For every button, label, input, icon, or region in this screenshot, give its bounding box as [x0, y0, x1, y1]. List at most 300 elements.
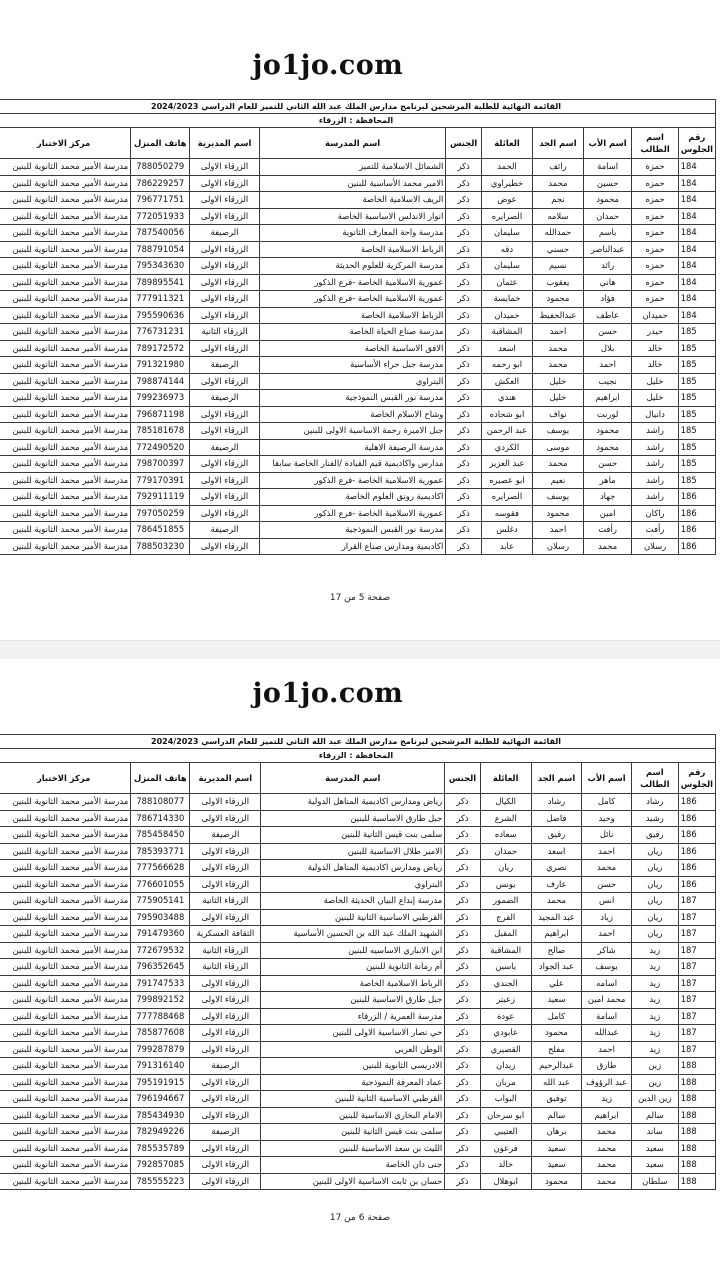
- family-name-cell: الحمد: [481, 159, 532, 176]
- grandfather-name-cell: فاضل: [531, 810, 582, 827]
- grandfather-name-cell: مفلح: [531, 1041, 582, 1058]
- directorate-cell: الزرقاء الاولى: [190, 274, 260, 291]
- table-row: [0, 192, 716, 209]
- seat-number-cell: 188: [678, 1074, 715, 1091]
- gender-cell: ذكر: [446, 159, 482, 176]
- directorate-cell: الزرقاء الاولى: [190, 175, 260, 192]
- home-phone-cell: 785535789: [131, 1140, 190, 1157]
- father-name-cell: يوسف: [582, 959, 632, 976]
- student-name-cell: ريان: [631, 909, 678, 926]
- family-name-cell: عودة: [480, 1008, 531, 1025]
- grandfather-name-cell: محمد: [533, 357, 584, 374]
- directorate-cell: الزرقاء الاولى: [190, 208, 260, 225]
- student-name-cell: رأفت: [632, 522, 678, 539]
- seat-number-cell: 186: [678, 860, 715, 877]
- gender-cell: ذكر: [445, 959, 481, 976]
- home-phone-cell: 789172572: [131, 340, 190, 357]
- table-row: [0, 175, 716, 192]
- table-row: [0, 241, 716, 258]
- grandfather-name-cell: رائف: [533, 159, 584, 176]
- family-name-cell: اسعد: [481, 340, 532, 357]
- family-name-cell: خمايسة: [481, 291, 532, 308]
- test-center-cell: مدرسة الأمير محمد الثانوية للبنين: [0, 357, 131, 374]
- father-name-cell: انس: [582, 893, 632, 910]
- father-name-cell: احمد: [583, 357, 632, 374]
- home-phone-cell: 777788468: [131, 1008, 190, 1025]
- directorate-cell: الزرقاء الاولى: [190, 423, 260, 440]
- test-center-cell: مدرسة الأمير محمد الثانوية للبنين: [0, 225, 131, 242]
- grandfather-name-cell: محمود: [531, 1173, 582, 1190]
- table-row: [0, 1173, 716, 1190]
- directorate-cell: الثقافة العسكرية: [190, 926, 261, 943]
- student-name-cell: حيدر: [632, 324, 678, 341]
- school-cell: عمورية الاسلامية الخاصة -فرع الذكور: [259, 291, 446, 308]
- table-row: [0, 373, 716, 390]
- school-cell: عماد المعرفة النموذجية: [261, 1074, 445, 1091]
- father-name-cell: باسم: [583, 225, 632, 242]
- grandfather-name-cell: اسعد: [531, 843, 582, 860]
- student-name-cell: حمزه: [632, 241, 678, 258]
- table-row: [0, 258, 716, 275]
- student-name-cell: حميدان: [632, 307, 678, 324]
- home-phone-cell: 791479360: [131, 926, 190, 943]
- student-name-cell: حمزه: [632, 225, 678, 242]
- col-gender: الجنس: [446, 128, 482, 159]
- school-cell: أم رمانة الثانوية للبنين: [261, 959, 445, 976]
- seat-number-cell: 185: [678, 373, 715, 390]
- grandfather-name-cell: رفيق: [531, 827, 582, 844]
- student-name-cell: راشد: [632, 472, 678, 489]
- home-phone-cell: 777911321: [131, 291, 190, 308]
- family-name-cell: ابو سرحان: [480, 1107, 531, 1124]
- school-cell: مدرسة العمرية / الزرقاء: [261, 1008, 445, 1025]
- school-cell: مدرسة الرصيفة الاهلية: [259, 439, 446, 456]
- home-phone-cell: 798874144: [131, 373, 190, 390]
- test-center-cell: مدرسة الأمير محمد الثانوية للبنين: [0, 258, 131, 275]
- home-phone-cell: 786229257: [131, 175, 190, 192]
- directorate-cell: الزرقاء الاولى: [190, 291, 260, 308]
- school-cell: رياض ومدارس اكاديمية المناهل الدولية: [261, 860, 445, 877]
- family-name-cell: فرعون: [480, 1140, 531, 1157]
- home-phone-cell: 791747533: [131, 975, 190, 992]
- grandfather-name-cell: خليل: [533, 390, 584, 407]
- student-name-cell: سعيد: [631, 1140, 678, 1157]
- student-name-cell: راشد: [632, 423, 678, 440]
- father-name-cell: محمد: [582, 1157, 632, 1174]
- grandfather-name-cell: سعيد: [531, 992, 582, 1009]
- student-name-cell: ريان: [631, 860, 678, 877]
- family-name-cell: سعاده: [480, 827, 531, 844]
- table-row: [0, 794, 716, 811]
- grandfather-name-cell: نسيم: [533, 258, 584, 275]
- father-name-cell: محمد: [582, 860, 632, 877]
- gender-cell: ذكر: [446, 175, 482, 192]
- directorate-cell: الزرقاء الاولى: [190, 810, 261, 827]
- student-name-cell: حمزه: [632, 258, 678, 275]
- directorate-cell: الزرقاء الاولى: [190, 794, 261, 811]
- directorate-cell: الزرقاء الاولى: [190, 843, 261, 860]
- father-name-cell: حسين: [583, 175, 632, 192]
- test-center-cell: مدرسة الأمير محمد الثانوية للبنين: [0, 794, 131, 811]
- grandfather-name-cell: رسلان: [533, 538, 584, 555]
- student-name-cell: زين الدين: [631, 1091, 678, 1108]
- family-name-cell: سليمان: [481, 258, 532, 275]
- test-center-cell: مدرسة الأمير محمد الثانوية للبنين: [0, 291, 131, 308]
- seat-number-cell: 185: [678, 423, 715, 440]
- student-name-cell: زيد: [631, 1041, 678, 1058]
- seat-number-cell: 185: [678, 472, 715, 489]
- col-family-name: العائلة: [481, 128, 532, 159]
- grandfather-name-cell: سعيد: [531, 1157, 582, 1174]
- seat-number-cell: 187: [678, 926, 715, 943]
- col-school: اسم المدرسة: [259, 128, 446, 159]
- grandfather-name-cell: عبد الله: [531, 1074, 582, 1091]
- student-name-cell: زيد: [631, 942, 678, 959]
- seat-number-cell: 188: [678, 1157, 715, 1174]
- table-row: [0, 340, 716, 357]
- gender-cell: ذكر: [446, 208, 482, 225]
- seat-number-cell: 187: [678, 909, 715, 926]
- test-center-cell: مدرسة الأمير محمد الثانوية للبنين: [0, 192, 131, 209]
- student-name-cell: راشد: [632, 439, 678, 456]
- father-name-cell: لورنت: [583, 406, 632, 423]
- school-cell: اكاديمية رونق العلوم الخاصة: [259, 489, 446, 506]
- directorate-cell: الزرقاء الاولى: [190, 860, 261, 877]
- directorate-cell: الزرقاء الاولى: [190, 1008, 261, 1025]
- gender-cell: ذكر: [445, 1025, 481, 1042]
- seat-number-cell: 188: [678, 1107, 715, 1124]
- family-name-cell: زيدان: [480, 1058, 531, 1075]
- family-name-cell: خالد: [480, 1157, 531, 1174]
- student-name-cell: رفيق: [631, 827, 678, 844]
- test-center-cell: مدرسة الأمير محمد الثانوية للبنين: [0, 909, 131, 926]
- gender-cell: ذكر: [445, 1041, 481, 1058]
- family-name-cell: المشاقبة: [480, 942, 531, 959]
- grandfather-name-cell: رشاد: [531, 794, 582, 811]
- table-row: [0, 1058, 716, 1075]
- directorate-cell: الرصيفة: [190, 357, 260, 374]
- seat-number-cell: 184: [678, 208, 715, 225]
- col-father-name: اسم الأب: [582, 763, 632, 794]
- student-name-cell: راكان: [632, 505, 678, 522]
- family-name-cell: عابد: [481, 538, 532, 555]
- gender-cell: ذكر: [446, 538, 482, 555]
- seat-number-cell: 187: [678, 959, 715, 976]
- seat-number-cell: 184: [678, 241, 715, 258]
- table-row: [0, 522, 716, 539]
- student-name-cell: دانيال: [632, 406, 678, 423]
- seat-number-cell: 187: [678, 1025, 715, 1042]
- grandfather-name-cell: عارف: [531, 876, 582, 893]
- table-title: القائمة النهائية للطلبة المرشحين لبرنامج مدارس الملك عبد الله الثاني للتميز للعام الدراسي 2024/2023: [0, 100, 716, 114]
- school-cell: الرباط الاسلامية الخاصة: [259, 307, 446, 324]
- student-name-cell: ريان: [631, 893, 678, 910]
- gender-cell: ذكر: [445, 975, 481, 992]
- test-center-cell: مدرسة الأمير محمد الثانوية للبنين: [0, 1173, 131, 1190]
- seat-number-cell: 186: [678, 827, 715, 844]
- family-name-cell: مربان: [480, 1074, 531, 1091]
- directorate-cell: الزرقاء الاولى: [190, 538, 260, 555]
- test-center-cell: مدرسة الأمير محمد الثانوية للبنين: [0, 1058, 131, 1075]
- family-name-cell: سليمان: [481, 225, 532, 242]
- table-row: [0, 324, 716, 341]
- test-center-cell: مدرسة الأمير محمد الثانوية للبنين: [0, 423, 131, 440]
- table-row: [0, 274, 716, 291]
- grandfather-name-cell: كامل: [531, 1008, 582, 1025]
- family-name-cell: عابودي: [480, 1025, 531, 1042]
- family-name-cell: عوض: [481, 192, 532, 209]
- col-grandfather-name: اسم الجد: [533, 128, 584, 159]
- test-center-cell: مدرسة الأمير محمد الثانوية للبنين: [0, 1008, 131, 1025]
- home-phone-cell: 798700397: [131, 456, 190, 473]
- seat-number-cell: 187: [678, 942, 715, 959]
- father-name-cell: محمود: [583, 439, 632, 456]
- test-center-cell: مدرسة الأمير محمد الثانوية للبنين: [0, 1041, 131, 1058]
- school-cell: القرطبي الاساسية الثانية للبنين: [261, 909, 445, 926]
- candidates-table: [0, 734, 716, 1190]
- directorate-cell: الزرقاء الاولى: [190, 373, 260, 390]
- directorate-cell: الزرقاء الثانية: [190, 324, 260, 341]
- school-cell: الرباط الاسلامية الخاصة: [261, 975, 445, 992]
- father-name-cell: ابراهيم: [583, 390, 632, 407]
- school-cell: الريف الاسلامية الخاصة: [259, 192, 446, 209]
- gender-cell: ذكر: [445, 926, 481, 943]
- document-page-6: [0, 659, 720, 1280]
- school-cell: الافق الاساسية الخاصة: [259, 340, 446, 357]
- student-name-cell: خالد: [632, 340, 678, 357]
- grandfather-name-cell: يعقوب: [533, 274, 584, 291]
- table-row: [0, 538, 716, 555]
- directorate-cell: الزرقاء الاولى: [190, 992, 261, 1009]
- grandfather-name-cell: محمد: [531, 893, 582, 910]
- school-cell: مدرسة واحة المعارف الثانوية: [259, 225, 446, 242]
- seat-number-cell: 184: [678, 225, 715, 242]
- page-number: صفحة 5 من 17: [329, 593, 391, 603]
- test-center-cell: مدرسة الأمير محمد الثانوية للبنين: [0, 1025, 131, 1042]
- family-name-cell: الكردي: [481, 439, 532, 456]
- header-row: [0, 128, 716, 159]
- student-name-cell: زيد: [631, 1025, 678, 1042]
- seat-number-cell: 186: [678, 843, 715, 860]
- home-phone-cell: 795191915: [131, 1074, 190, 1091]
- test-center-cell: مدرسة الأمير محمد الثانوية للبنين: [0, 827, 131, 844]
- test-center-cell: مدرسة الأمير محمد الثانوية للبنين: [0, 810, 131, 827]
- table-row: [0, 291, 716, 308]
- gender-cell: ذكر: [446, 274, 482, 291]
- gender-cell: ذكر: [446, 373, 482, 390]
- school-cell: عمورية الاسلامية الخاصة -فرع الذكور: [259, 274, 446, 291]
- col-directorate: اسم المديرية: [190, 763, 261, 794]
- father-name-cell: زيد: [582, 1091, 632, 1108]
- father-name-cell: جهاد: [583, 489, 632, 506]
- student-name-cell: راشد: [632, 489, 678, 506]
- father-name-cell: بلال: [583, 340, 632, 357]
- seat-number-cell: 185: [678, 439, 715, 456]
- school-cell: البتراوي: [259, 373, 446, 390]
- student-name-cell: حمزه: [632, 192, 678, 209]
- directorate-cell: الرصيفة: [190, 225, 260, 242]
- father-name-cell: هاني: [583, 274, 632, 291]
- gender-cell: ذكر: [445, 1107, 481, 1124]
- directorate-cell: الرصيفة: [190, 1058, 261, 1075]
- student-name-cell: ريان: [631, 876, 678, 893]
- directorate-cell: الرصيفة: [190, 1124, 261, 1141]
- family-name-cell: ابو رحمه: [481, 357, 532, 374]
- directorate-cell: الزرقاء الاولى: [190, 307, 260, 324]
- seat-number-cell: 186: [678, 489, 715, 506]
- student-name-cell: زين: [631, 1058, 678, 1075]
- test-center-cell: مدرسة الأمير محمد الثانوية للبنين: [0, 1107, 131, 1124]
- school-cell: ابن الانباري الاساسيه للبنين: [261, 942, 445, 959]
- student-name-cell: ساند: [631, 1124, 678, 1141]
- seat-number-cell: 187: [678, 893, 715, 910]
- seat-number-cell: 185: [678, 357, 715, 374]
- test-center-cell: مدرسة الأمير محمد الثانوية للبنين: [0, 1074, 131, 1091]
- gender-cell: ذكر: [446, 390, 482, 407]
- directorate-cell: الزرقاء الاولى: [190, 1025, 261, 1042]
- directorate-cell: الزرقاء الاولى: [190, 406, 260, 423]
- gender-cell: ذكر: [445, 810, 481, 827]
- grandfather-name-cell: احمد: [533, 522, 584, 539]
- grandfather-name-cell: عبد الجواد: [531, 959, 582, 976]
- test-center-cell: مدرسة الأمير محمد الثانوية للبنين: [0, 241, 131, 258]
- father-name-cell: نجيب: [583, 373, 632, 390]
- seat-number-cell: 187: [678, 992, 715, 1009]
- student-name-cell: ريان: [631, 843, 678, 860]
- school-cell: جنى دان الخاصة: [261, 1157, 445, 1174]
- gender-cell: ذكر: [446, 406, 482, 423]
- seat-number-cell: 184: [678, 159, 715, 176]
- school-cell: مدرسة نور القبس النموذجية: [259, 522, 446, 539]
- table-row: [0, 1124, 716, 1141]
- seat-number-cell: 184: [678, 274, 715, 291]
- grandfather-name-cell: سالم: [531, 1107, 582, 1124]
- test-center-cell: مدرسة الأمير محمد الثانوية للبنين: [0, 406, 131, 423]
- school-cell: الادريسي الثانوية للبنين: [261, 1058, 445, 1075]
- school-cell: مدارس واكاديمية قيم القيادة /الفنار الخاصة سابقا: [259, 456, 446, 473]
- gender-cell: ذكر: [445, 893, 481, 910]
- school-cell: الليث بن سعد الاساسية للبنين: [261, 1140, 445, 1157]
- family-name-cell: المشاقبة: [481, 324, 532, 341]
- home-phone-cell: 797050259: [131, 505, 190, 522]
- directorate-cell: الزرقاء الاولى: [190, 456, 260, 473]
- gender-cell: ذكر: [445, 1058, 481, 1075]
- grandfather-name-cell: نواف: [533, 406, 584, 423]
- directorate-cell: الزرقاء الاولى: [190, 975, 261, 992]
- gender-cell: ذكر: [445, 942, 481, 959]
- gender-cell: ذكر: [446, 489, 482, 506]
- home-phone-cell: 788108077: [131, 794, 190, 811]
- home-phone-cell: 785877608: [131, 1025, 190, 1042]
- directorate-cell: الزرقاء الاولى: [190, 192, 260, 209]
- student-name-cell: زيد: [631, 992, 678, 1009]
- table-row: [0, 1091, 716, 1108]
- home-phone-cell: 775905141: [131, 893, 190, 910]
- grandfather-name-cell: حسني: [533, 241, 584, 258]
- table-row: [0, 860, 716, 877]
- father-name-cell: شاكر: [582, 942, 632, 959]
- test-center-cell: مدرسة الأمير محمد الثانوية للبنين: [0, 456, 131, 473]
- table-row: [0, 159, 716, 176]
- father-name-cell: رأفت: [583, 522, 632, 539]
- test-center-cell: مدرسة الأمير محمد الثانوية للبنين: [0, 893, 131, 910]
- table-row: [0, 423, 716, 440]
- directorate-cell: الزرقاء الاولى: [190, 258, 260, 275]
- page-number: صفحة 6 من 17: [329, 1213, 391, 1223]
- family-name-cell: عبد الرحمن: [481, 423, 532, 440]
- family-name-cell: حمدان: [480, 843, 531, 860]
- gender-cell: ذكر: [446, 357, 482, 374]
- test-center-cell: مدرسة الأمير محمد الثانوية للبنين: [0, 1140, 131, 1157]
- test-center-cell: مدرسة الأمير محمد الثانوية للبنين: [0, 975, 131, 992]
- grandfather-name-cell: عبدالرحيم: [531, 1058, 582, 1075]
- family-name-cell: ابو شحاده: [481, 406, 532, 423]
- grandfather-name-cell: توفيق: [531, 1091, 582, 1108]
- student-name-cell: رسلان: [632, 538, 678, 555]
- table-row: [0, 959, 716, 976]
- governorate-label: المحافظة : الزرقاء: [0, 114, 716, 128]
- test-center-cell: مدرسة الأمير محمد الثانوية للبنين: [0, 307, 131, 324]
- student-name-cell: خليل: [632, 390, 678, 407]
- seat-number-cell: 184: [678, 175, 715, 192]
- student-name-cell: زيد: [631, 975, 678, 992]
- gender-cell: ذكر: [445, 909, 481, 926]
- col-test-center: مركز الاختبار: [0, 763, 131, 794]
- gender-cell: ذكر: [445, 876, 481, 893]
- father-name-cell: حسن: [583, 324, 632, 341]
- gender-cell: ذكر: [446, 423, 482, 440]
- home-phone-cell: 799892152: [131, 992, 190, 1009]
- home-phone-cell: 785434930: [131, 1107, 190, 1124]
- directorate-cell: الزرقاء الاولى: [190, 1091, 261, 1108]
- school-cell: انوار الاندلس الاساسية الخاصة: [259, 208, 446, 225]
- school-cell: القرطبي الاساسية الثانية للبنين: [261, 1091, 445, 1108]
- grandfather-name-cell: محمود: [531, 1025, 582, 1042]
- family-name-cell: حميدان: [481, 307, 532, 324]
- student-name-cell: زيد: [631, 959, 678, 976]
- school-cell: الوطن العربي: [261, 1041, 445, 1058]
- father-name-cell: ماهر: [583, 472, 632, 489]
- table-row: [0, 390, 716, 407]
- home-phone-cell: 796771751: [131, 192, 190, 209]
- home-phone-cell: 795903488: [131, 909, 190, 926]
- student-name-cell: حمزه: [632, 291, 678, 308]
- test-center-cell: مدرسة الأمير محمد الثانوية للبنين: [0, 390, 131, 407]
- test-center-cell: مدرسة الأمير محمد الثانوية للبنين: [0, 175, 131, 192]
- grandfather-name-cell: محمود: [533, 291, 584, 308]
- home-phone-cell: 791321980: [131, 357, 190, 374]
- father-name-cell: حمدان: [583, 208, 632, 225]
- family-name-cell: الكيال: [480, 794, 531, 811]
- page-separator: [0, 640, 720, 660]
- seat-number-cell: 187: [678, 1041, 715, 1058]
- school-cell: حي نصار الاساسية الاولى للبنين: [261, 1025, 445, 1042]
- home-phone-cell: 786451855: [131, 522, 190, 539]
- test-center-cell: مدرسة الأمير محمد الثانوية للبنين: [0, 505, 131, 522]
- family-name-cell: ياسين: [480, 959, 531, 976]
- father-name-cell: اسامة: [583, 159, 632, 176]
- school-cell: مدرسة المركزية للعلوم الحديثة: [259, 258, 446, 275]
- home-phone-cell: 772490520: [131, 439, 190, 456]
- gender-cell: ذكر: [446, 192, 482, 209]
- seat-number-cell: 188: [678, 1140, 715, 1157]
- test-center-cell: مدرسة الأمير محمد الثانوية للبنين: [0, 843, 131, 860]
- family-name-cell: هندي: [481, 390, 532, 407]
- father-name-cell: عبدالناصر: [583, 241, 632, 258]
- father-name-cell: محمود: [583, 192, 632, 209]
- home-phone-cell: 772679532: [131, 942, 190, 959]
- school-cell: رياض ومدارس اكاديمية المناهل الدولية: [261, 794, 445, 811]
